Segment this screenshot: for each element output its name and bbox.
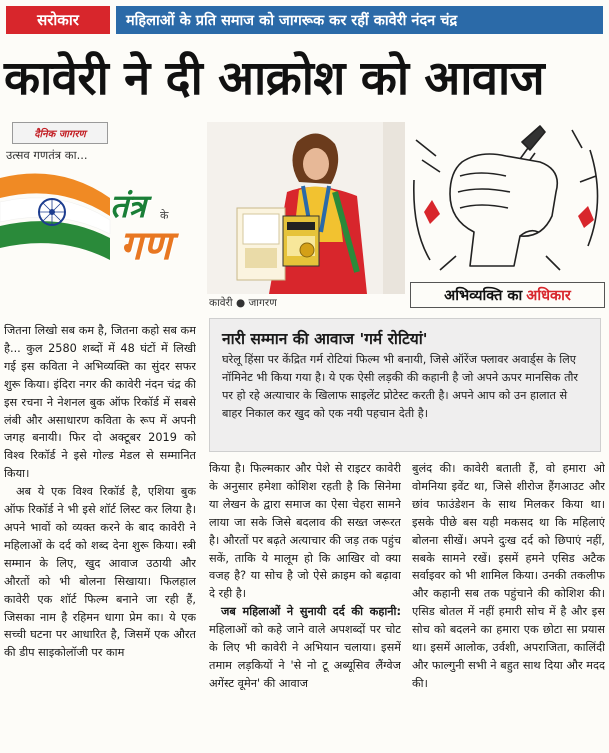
kaveri-photo [207,122,405,294]
section-strip [6,6,603,34]
article-column-1 [4,322,196,752]
campaign-tagline: उत्सव गणतंत्र का... [6,148,88,162]
column1-paragraph-2: अब ये एक विश्व रिकॉर्ड है, एशिया बुक ऑफ रिकॉर्ड ने भी इसे शॉर्ट लिस्ट कर लिया है। अपने भावों को व्यक्त करने के बाद कावेरी ने महिलाओं के दर्द को शब्द देना शुरू किया। स्त्री सम्मान के लिए, खुद आवाज उठायी और औरतों को भी बोलना सिखाया। फिलहाल कावेरी एक शॉर्ट फिल्म बनाने जा रही हैं, जिसका नाम है रहिमन धागा प्रेम का। ये एक सच्ची घटना पर आधारित है, जिसमें एक औरत की डीप साइकोलॉजी पर काम [4,485,196,660]
sidebar-box [209,318,601,452]
raised-fist-pen-icon [410,120,605,290]
article-column-2 [209,460,401,752]
section-label-abhivyakti [410,282,605,308]
campaign-logo [0,118,200,294]
box-text: घरेलू हिंसा पर केंद्रित गर्म रोटियां फिल्म भी बनायी, जिसे ऑरेंज फ्लावर अवार्ड्स के लिए नॉमिनेट भी किया गया है। ये एक ऐसी लड़की की कहानी है जो अपने ऊपर मानसिक तौर पर हो रहे अत्याचार के खिलाफ साइलेंट प्रोटेस्ट करती है। अपने आप को उन हालात से बाहर निकाल कर खुद को एक नयी पहचान देती है। [222,353,579,420]
gan-wordmark: गण [120,223,172,269]
box-title: नारी सम्मान की आवाज 'गर्म रोटियां' [222,330,428,348]
newspaper-masthead: दैनिक जागरण [12,122,108,144]
photo-caption: कावेरी ● जागरण [209,297,277,309]
tantra-wordmark: तंत्र [110,187,146,225]
page-title: कावेरी ने दी आक्रोश को आवाज [4,51,545,106]
ke-wordmark: के [160,209,169,222]
column2-paragraph-1: किया है। फिल्मकार और पेशे से राइटर कावेरी के अनुसार हमेशा कोशिश रहती है कि सिनेमा या लेखन के द्वारा समाज का ऐसा चेहरा सामने लाया जा सके जिसे बदलाव की सख्त जरूरत है। औरतों पर बढ़ते अत्याचार की जड़ तक पहुंच सकें, ताकि ये मालूम हो कि आखिर वो क्या वजह है? या सोच है जो ऐसे क्राइम को बढ़ावा दे रही है। [209,462,401,601]
column2-paragraph-2: महिलाओं को कहे जाने वाले अपशब्दों पर चोट के लिए भी कावेरी ने अभियान चलाया। इसमें तमाम लड़कियों ने 'से नो टू अब्यूसिव लैंग्वेज अगेंस्ट वूमेन' की आवाज [209,623,401,690]
subheading-lead: जब महिलाओं ने सुनायी दर्द की कहानी: [221,605,401,619]
article-column-3 [412,460,605,752]
label-part1: अभिव्यक्ति का [444,288,523,304]
strip-title: महिलाओं के प्रति समाज को जागरूक कर रहीं कावेरी नंदन चंद्र [116,6,603,34]
column1-paragraph-1: जितना लिखो सब कम है, जितना कहो सब कम है... कुल 2580 शब्दों में 48 घंटों में लिखी गई इस कविता ने अभिव्यक्ति का सुंदर सफर शुरू किया। इंदिरा नगर की कावेरी नंदन चंद्र की इस रचना ने नेशनल बुक ऑफ रिकॉर्ड में सबसे लंबी और असाधारण कविता के रूप में अपनी जगह बनायी। फिर दो अक्टूबर 2019 को विश्व रिकॉर्ड ने इसे गोल्ड मेडल से सम्मानित किया। [4,324,196,481]
label-part2: अधिकार [526,288,571,304]
section-tag[interactable]: सरोकार [6,6,110,34]
column3-paragraph-1: बुलंद की। कावेरी बताती हैं, वो हमारा ओ वोमनिया इवेंट था, जिसे शीरोज हैंगआउट और छांव फाउंडेशन के साथ मिलकर किया था। इसके पीछे बस यही मकसद था कि महिलाएं बोलना सीखें। अपने दुःख दर्द को छिपाएं नहीं, सबके सामने रखें। इसमें हमने एसिड अटैक सर्वाइवर को भी शामिल किया। उनकी तकलीफ और कहानी सब तक पहुंचाने की कोशिश की। एसिड बोतल में नहीं हमारी सोच में है और इस सोच को बदलने का हमारा एक छोटा सा प्रयास था। इसमें आलोक, उर्वशी, अपराजिता, कालिंदी और फाल्गुनी सभी ने बहुत साथ दिया और मदद की। [412,462,605,690]
